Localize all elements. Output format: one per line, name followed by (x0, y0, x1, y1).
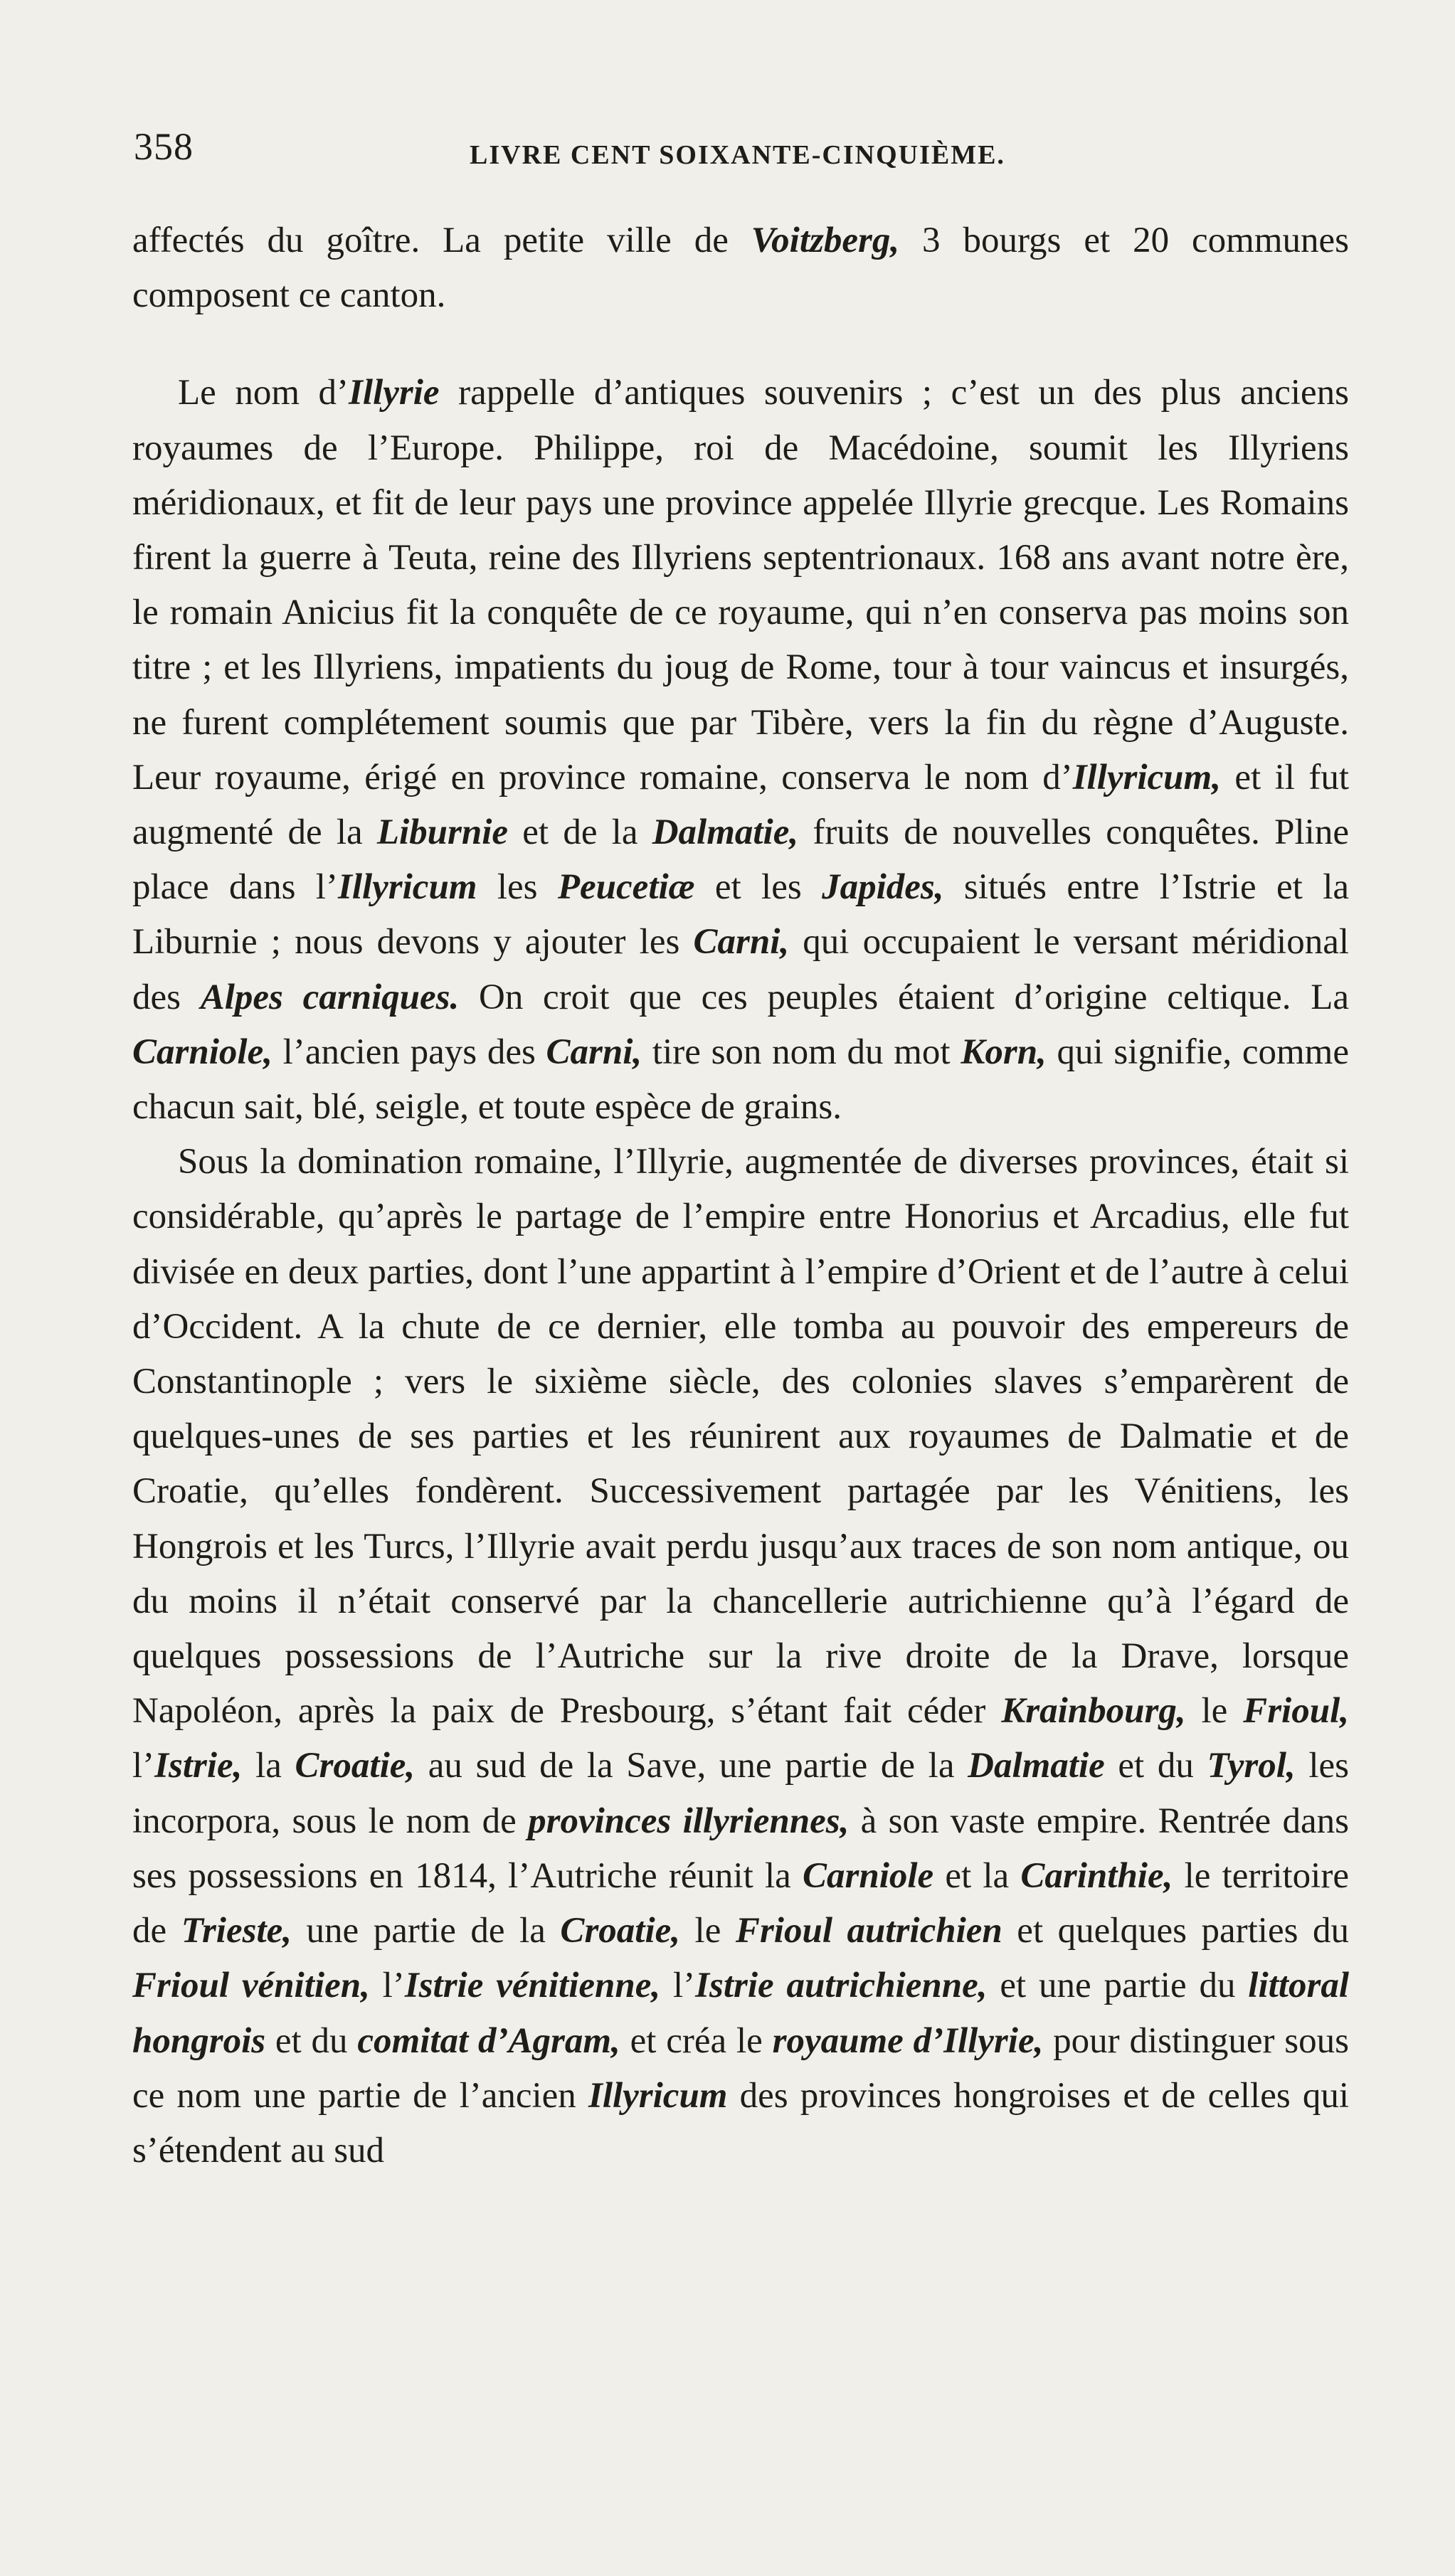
text-run: l’ (369, 1966, 405, 2006)
page-number: 358 (134, 125, 194, 168)
text-run: On croit que ces peuples étaient d’origine celtique. La (459, 977, 1349, 1017)
italic-term: Voitzberg, (751, 221, 900, 260)
italic-term: Krainbourg, (1001, 1691, 1186, 1732)
italic-term: Istrie, (154, 1746, 243, 1786)
text-run: tire son nom du mot (642, 1032, 961, 1072)
text-run: le (1185, 1691, 1244, 1732)
text-run: pour distinguer sous ce nom une partie de l’ancien (132, 2020, 1349, 2116)
italic-term: Illyricum (337, 867, 477, 908)
text-run: à son vaste empire. Rentrée dans ses possessions en 1814, l’Autriche réunit la (132, 1801, 1349, 1896)
italic-term: Illyrie (349, 373, 440, 413)
italic-term: Alpes carniques. (200, 977, 460, 1017)
italic-term: Illyricum, (1072, 757, 1221, 797)
italic-term: Carinthie, (1020, 1855, 1173, 1896)
italic-term: Carni, (546, 1032, 642, 1072)
text-run: l’ (132, 1746, 155, 1786)
italic-term: Istrie autrichienne, (695, 1966, 988, 2006)
text-run: et les (694, 867, 822, 908)
text-run: et créa le (620, 2020, 773, 2061)
text-run: Sous la domination romaine, l’Illyrie, augmentée de diverses provinces, était si considérable, qu’après le partage de l’empire entre Honorius et Arcadius, elle fut divisée en deux parties, dont l’une appartint à l’empire d’Orient et de l’autre à celui d’Occident. A la chute de ce dernier, elle tomba au pouvoir des empereurs de Constantinople ; vers le sixième siècle, des colonies slaves s’emparèrent de quelques-unes de ses parties et les réunirent aux royaumes de Dalmatie et de Croatie, qu’elles fondèrent. Successivement partagée par les Vénitiens, les Hongrois et les Turcs, l’Illyrie avait perdu jusqu’aux traces de son nom antique, ou du moins il n’était conservé par la chancellerie autrichienne qu’à l’égard de quelques possessions de l’Autriche sur la rive droite de la Drave, lorsque Napoléon, après la paix de Presbourg, s’étant fait céder (132, 1142, 1349, 1732)
italic-term: Dalmatie (968, 1746, 1105, 1786)
paragraph-1 (132, 213, 1349, 323)
italic-term: Istrie vénitienne, (404, 1966, 661, 2006)
text-run: le territoire de (132, 1855, 1349, 1951)
text-run: qui occupaient le versant méridional des (132, 922, 1349, 1017)
italic-term: Croatie, (295, 1746, 416, 1786)
text-run: affectés du goître. La petite ville de (132, 221, 751, 260)
text-run: Le nom d’ (178, 373, 349, 413)
text-run: rappelle d’antiques souvenirs ; c’est un des plus anciens royaumes de l’Europe. Philippe, roi de Macédoine, soumit les Illyriens méridionaux, et fit de leur pays une province appelée Illyrie grecque. Les Romains firent la guerre à Teuta, reine des Illyriens septentrionaux. 168 ans avant notre ère, le romain Anicius fit la conquête de ce royaume, qui n’en conserva pas moins son titre ; et les Illyriens, impatients du joug de Rome, tour à tour vaincus et insurgés, ne furent complétement soumis que par Tibère, vers la fin du règne d’Auguste. Leur royaume, érigé en province romaine, conserva le nom d’ (132, 373, 1349, 797)
italic-term: Carniole (802, 1855, 934, 1896)
text-run: des provinces hongroises et de celles qui s’étendent au sud (132, 2075, 1349, 2170)
text-run: une partie de la (292, 1911, 561, 1951)
italic-term: Croatie, (560, 1911, 681, 1951)
text-run: et du (1104, 1746, 1207, 1786)
italic-term: Tyrol, (1207, 1746, 1296, 1786)
text-run: les incorpora, sous le nom de (132, 1746, 1350, 1841)
text-run: et une partie du (987, 1966, 1249, 2006)
text-run: et de la (508, 812, 652, 853)
text-run: la (242, 1746, 295, 1786)
italic-term: Liburnie (376, 812, 509, 853)
text-run: le (680, 1911, 736, 1951)
running-title: LIVRE CENT SOIXANTE-CINQUIÈME. (470, 140, 1005, 170)
text-run: au sud de la Save, une partie de la (415, 1746, 968, 1786)
text-run: 3 bourgs et 20 communes composent ce canton. (132, 221, 1349, 316)
text-run: et il fut augmenté de la (132, 757, 1349, 853)
italic-term: provinces illyriennes, (528, 1801, 850, 1841)
italic-term: Carni, (693, 922, 790, 963)
italic-term: Dalmatie, (652, 812, 799, 853)
italic-term: littoral hongrois (132, 1966, 1349, 2061)
text-run: et du (265, 2020, 358, 2061)
italic-term: Frioul autrichien (735, 1911, 1002, 1951)
text-run: qui signifie, comme chacun sait, blé, seigle, et toute espèce de grains. (132, 1032, 1349, 1128)
text-run: et la (933, 1855, 1021, 1896)
italic-term: royaume d’Illyrie, (772, 2020, 1044, 2061)
italic-term: Carniole, (132, 1032, 273, 1072)
text-run: l’ancien pays des (272, 1032, 546, 1072)
text-run: situés entre l’Istrie et la Liburnie ; nous devons y ajouter les (132, 867, 1349, 963)
text-run: les (477, 867, 558, 908)
italic-term: Frioul vénitien, (132, 1966, 370, 2006)
italic-term: comitat d’Agram, (357, 2020, 620, 2061)
italic-term: Frioul, (1243, 1691, 1349, 1732)
italic-term: Trieste, (181, 1911, 292, 1951)
paragraph-2 (132, 366, 1349, 1135)
text-run: l’ (660, 1966, 696, 2006)
italic-term: Peucetiæ (557, 867, 695, 908)
text-run: et quelques parties du (1002, 1911, 1349, 1951)
italic-term: Korn, (961, 1032, 1047, 1072)
paragraph-3 (132, 1135, 1349, 2178)
italic-term: Illyricum (588, 2075, 728, 2116)
italic-term: Japides, (822, 867, 944, 908)
text-run: fruits de nouvelles conquêtes. Pline place dans l’ (132, 812, 1349, 908)
body-text (132, 213, 1349, 2178)
